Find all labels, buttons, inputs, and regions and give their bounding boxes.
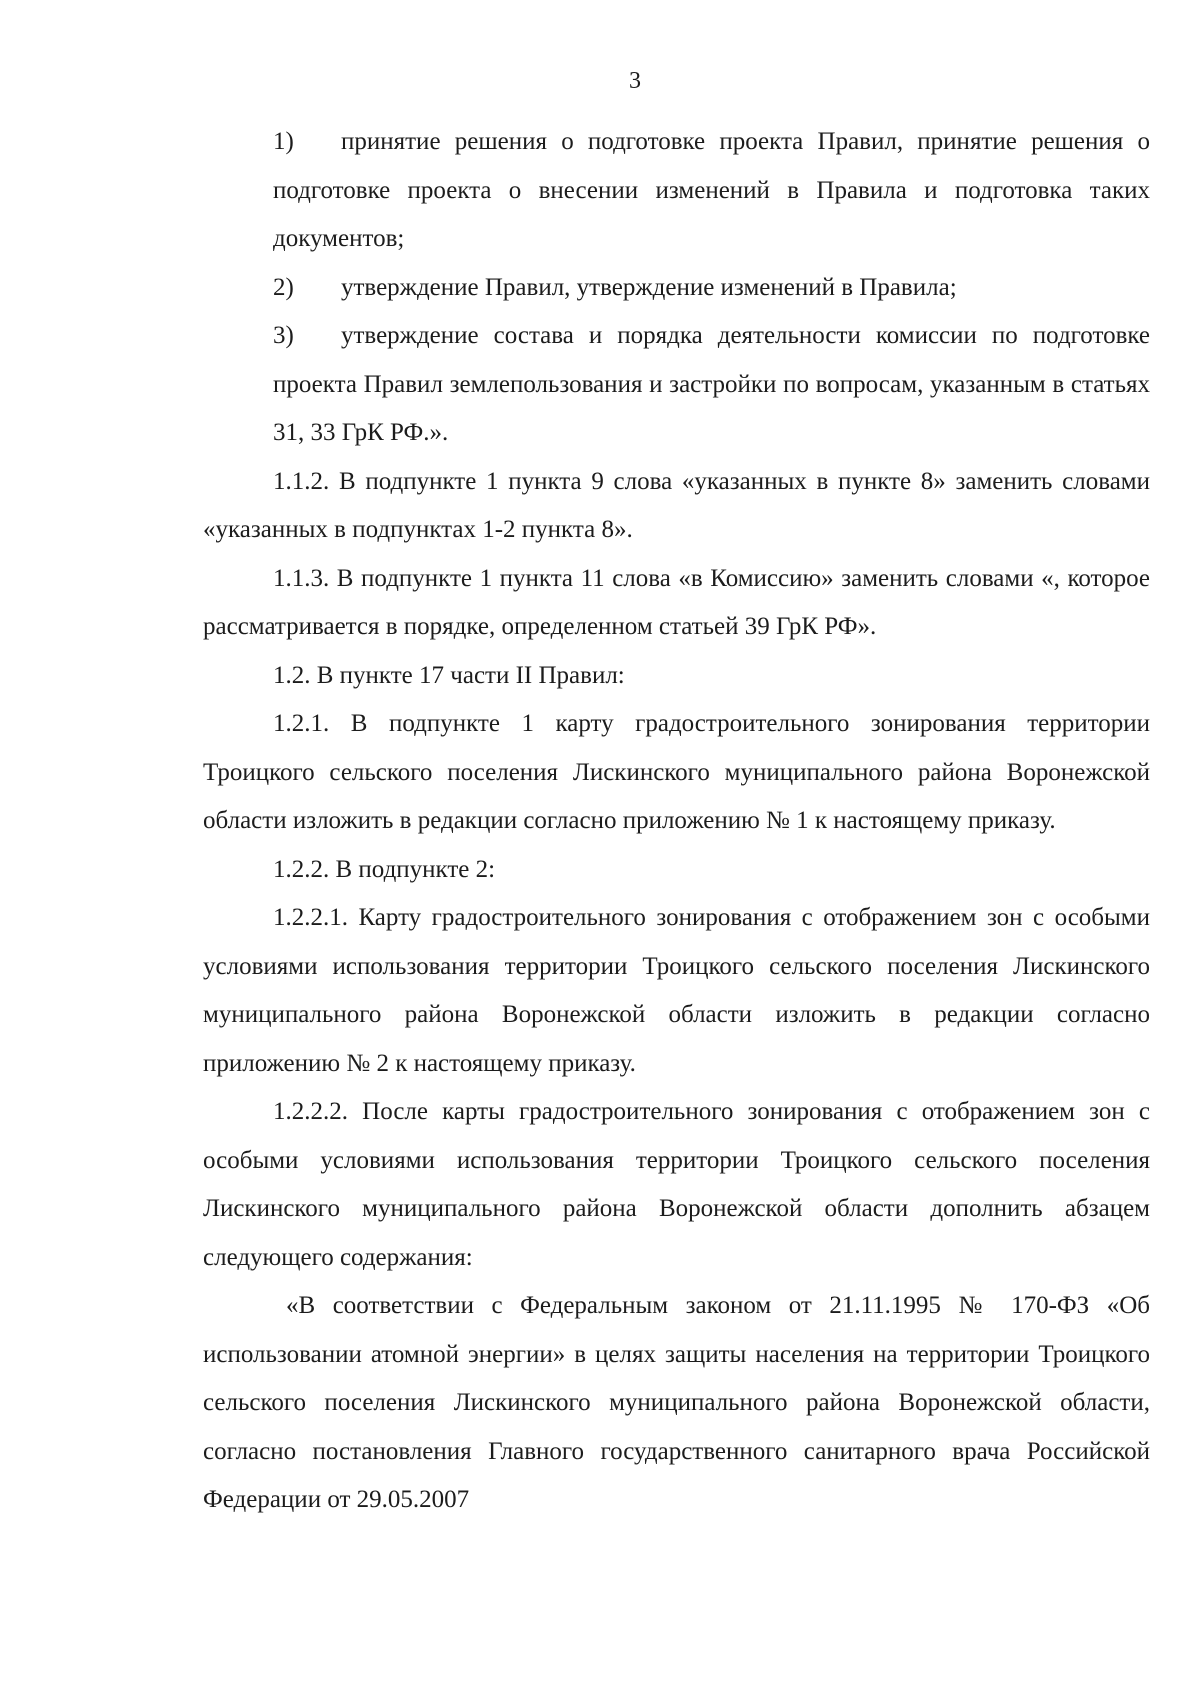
paragraph-1-1-3: 1.1.3. В подпункте 1 пункта 11 слова «в Комиссию» заменить словами «, которое рассматривается в порядке, определенном статьей 39 ГрК РФ». [203,564,1150,640]
paragraph-1-2-2-2: 1.2.2.2. После карты градостроительного зонирования с отображением зон с особыми условиями использования территории Троицкого сельского поселения Лискинского муниципального района Воронежской области дополнить абзацем следующего содержания: [203,1098,1150,1271]
paragraph-1-1-2: 1.1.2. В подпункте 1 пункта 9 слова «указанных в пункте 8» заменить словами «указанных в подпунктах 1-2 пункта 8». [203,467,1150,543]
list-item-number: 1) [273,128,294,155]
list-item-number: 2) [273,273,294,301]
list-item-text: утверждение состава и порядка деятельности комиссии по подготовке проекта Правил землепользования и застройки по вопросам, указанным в статьях 31, 33 ГрК РФ.». [273,322,1150,446]
list-item-text: утверждение Правил, утверждение изменений в Правила; [341,273,957,301]
page-number: 3 [629,68,641,94]
document-body [203,118,1150,1525]
quoted-paragraph: «В соответствии с Федеральным законом от 21.11.1995 № 170-ФЗ «Об использовании атомной энергии» в целях защиты населения на территории Троицкого сельского поселения Лискинского муниципального района Воронежской области, согласно постановления Главного государственного санитарного врача Российской Федерации от 29.05.2007 [203,1292,1150,1513]
list-item-text: принятие решения о подготовке проекта Правил, принятие решения о подготовке проекта о внесении изменений в Правила и подготовка таких документов; [273,128,1150,252]
paragraph-1-2: 1.2. В пункте 17 части II Правил: [273,661,625,689]
paragraph-1-2-1: 1.2.1. В подпункте 1 карту градостроительного зонирования территории Троицкого сельского поселения Лискинского муниципального района Воронежской области изложить в редакции согласно приложению № 1 к настоящему приказу. [203,710,1150,834]
list-item-1 [203,118,1150,264]
list-item-number: 3) [273,322,294,349]
paragraph-1-2-2-1: 1.2.2.1. Карту градостроительного зонирования с отображением зон с особыми условиями использования территории Троицкого сельского поселения Лискинского муниципального района Воронежской области изложить в редакции согласно приложению № 2 к настоящему приказу. [203,904,1150,1077]
list-item-2 [203,264,1150,313]
paragraph-1-2-2: 1.2.2. В подпункте 2: [273,855,496,883]
list-item-3 [203,312,1150,458]
